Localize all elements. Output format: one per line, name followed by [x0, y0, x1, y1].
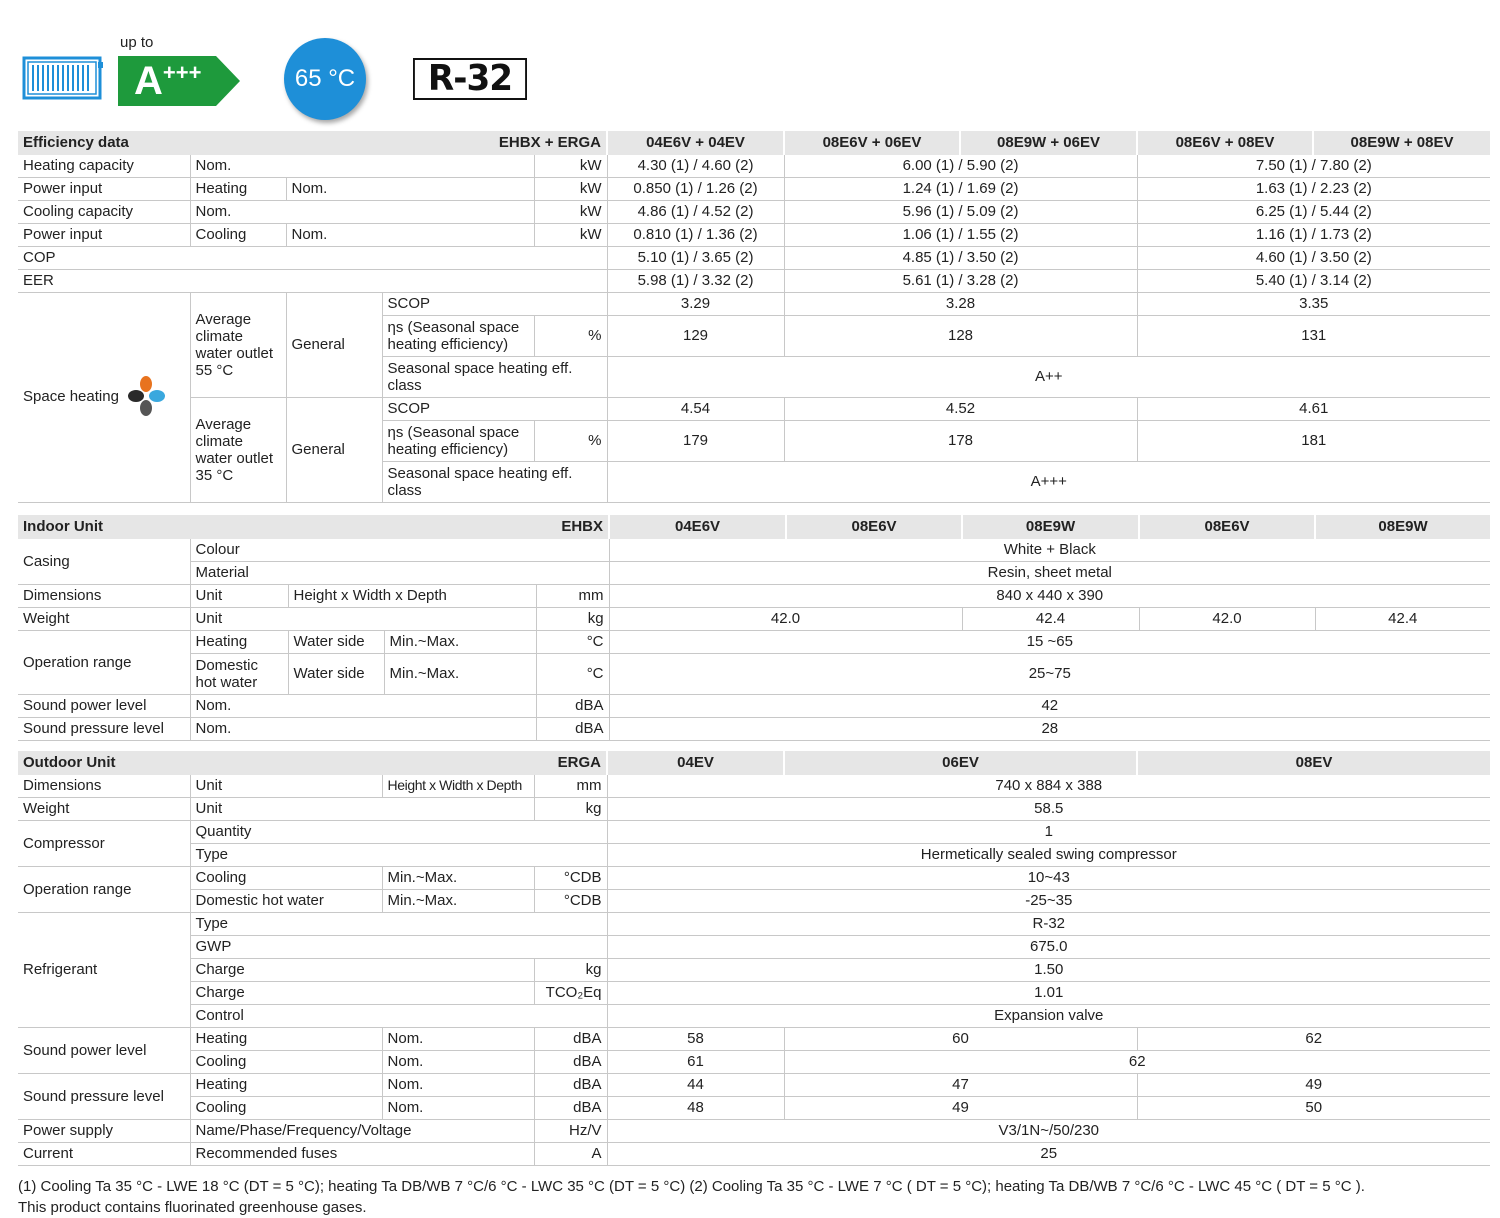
- section-title: Efficiency data: [18, 131, 382, 154]
- table-row: [18, 561, 1490, 584]
- row-sub: Nom.: [382, 1096, 534, 1119]
- value-cell: 0.850 (1) / 1.26 (2): [607, 177, 784, 200]
- section-title: Outdoor Unit: [18, 751, 382, 774]
- row-label: Power input: [18, 223, 190, 246]
- row-label: Space heating: [23, 387, 119, 405]
- row-sub: Cooling: [190, 1050, 382, 1073]
- row-sub: Unit: [190, 607, 536, 630]
- value-cell: 840 x 440 x 390: [609, 584, 1490, 607]
- value-cell: 15 ~65: [609, 630, 1490, 653]
- row-label: Current: [18, 1142, 190, 1165]
- table-row: [18, 246, 1490, 269]
- value-cell: 4.54: [607, 397, 784, 420]
- table-row: [18, 177, 1490, 200]
- row-sub: Domestic hot water: [190, 653, 288, 694]
- value-cell: 42: [609, 694, 1490, 717]
- row-sub: Unit: [190, 774, 382, 797]
- row-sub: Water side: [288, 630, 384, 653]
- row-sub: SCOP: [382, 292, 607, 315]
- value-cell: 50: [1137, 1096, 1490, 1119]
- table-row: [18, 1096, 1490, 1119]
- value-cell: 58.5: [607, 797, 1490, 820]
- row-label: Weight: [18, 607, 190, 630]
- model-header: 04E6V + 04EV: [607, 131, 784, 154]
- value-cell: 1.16 (1) / 1.73 (2): [1137, 223, 1490, 246]
- row-sub: Nom.: [190, 717, 536, 740]
- table-row: [18, 717, 1490, 740]
- combo-code: EHBX + ERGA: [382, 131, 607, 154]
- unit: kW: [534, 177, 607, 200]
- row-sub: Water side: [288, 653, 384, 694]
- row-sub: Heating: [190, 177, 286, 200]
- value-cell: 49: [784, 1096, 1137, 1119]
- table-row: [18, 653, 1490, 694]
- row-sub: Nom.: [190, 154, 534, 177]
- unit: mm: [534, 774, 607, 797]
- temperature-badge: 65 °C: [284, 38, 366, 120]
- row-sub: Nom.: [382, 1073, 534, 1096]
- value-cell: 181: [1137, 420, 1490, 461]
- value-cell: 5.10 (1) / 3.65 (2): [607, 246, 784, 269]
- value-cell: 3.29: [607, 292, 784, 315]
- row-sub: ηs (Seasonal space heating efficiency): [382, 315, 534, 356]
- value-cell: 49: [1137, 1073, 1490, 1096]
- row-label: Dimensions: [18, 774, 190, 797]
- row-label: Operation range: [18, 866, 190, 912]
- table-row: [18, 269, 1490, 292]
- table-row: [18, 820, 1490, 843]
- value-cell: Resin, sheet metal: [609, 561, 1490, 584]
- value-cell: Expansion valve: [607, 1004, 1490, 1027]
- energy-class-label: A+++: [134, 59, 202, 103]
- value-cell: A++: [607, 356, 1490, 397]
- row-label: Sound pressure level: [18, 717, 190, 740]
- table-row: [18, 1142, 1490, 1165]
- outdoor-unit-table: [18, 751, 1490, 1166]
- value-cell: 62: [784, 1050, 1490, 1073]
- table-row: [18, 154, 1490, 177]
- row-sub: Type: [190, 912, 607, 935]
- row-label: Heating capacity: [18, 154, 190, 177]
- value-cell: 5.61 (1) / 3.28 (2): [784, 269, 1137, 292]
- value-cell: 10~43: [607, 866, 1490, 889]
- model-header: 04E6V: [609, 515, 786, 538]
- value-cell: 25: [607, 1142, 1490, 1165]
- section-title: Indoor Unit: [18, 515, 384, 538]
- model-header: 06EV: [784, 751, 1137, 774]
- table-header-row: [18, 751, 1490, 774]
- row-label: Cooling capacity: [18, 200, 190, 223]
- row-sub: Quantity: [190, 820, 607, 843]
- row-label: Casing: [18, 538, 190, 584]
- value-cell: 1.50: [607, 958, 1490, 981]
- row-sub: Seasonal space heating eff. class: [382, 461, 607, 502]
- table-row: [18, 630, 1490, 653]
- value-cell: 5.98 (1) / 3.32 (2): [607, 269, 784, 292]
- row-label: Compressor: [18, 820, 190, 866]
- value-cell: 62: [1137, 1027, 1490, 1050]
- table-row: [18, 797, 1490, 820]
- table-row: [18, 958, 1490, 981]
- unit-code: EHBX: [384, 515, 609, 538]
- value-cell: 1.24 (1) / 1.69 (2): [784, 177, 1137, 200]
- unit: TCO₂Eq: [534, 981, 607, 1004]
- model-header: 08E6V + 06EV: [784, 131, 960, 154]
- up-to-label: up to: [120, 34, 154, 51]
- row-sub: Heating: [190, 630, 288, 653]
- row-sub: Nom.: [382, 1050, 534, 1073]
- model-header: 08E9W: [962, 515, 1139, 538]
- table-row: [18, 981, 1490, 1004]
- footnotes: [18, 1176, 1365, 1218]
- row-sub: Height x Width x Depth: [288, 584, 536, 607]
- unit: A: [534, 1142, 607, 1165]
- unit: °CDB: [534, 866, 607, 889]
- value-cell: 129: [607, 315, 784, 356]
- value-cell: 1.06 (1) / 1.55 (2): [784, 223, 1137, 246]
- value-cell: 3.28: [784, 292, 1137, 315]
- unit: %: [534, 420, 607, 461]
- value-cell: 1.63 (1) / 2.23 (2): [1137, 177, 1490, 200]
- value-cell: 4.60 (1) / 3.50 (2): [1137, 246, 1490, 269]
- value-cell: 0.810 (1) / 1.36 (2): [607, 223, 784, 246]
- table-header-row: [18, 131, 1490, 154]
- value-cell: 4.85 (1) / 3.50 (2): [784, 246, 1137, 269]
- row-sub: Nom.: [382, 1027, 534, 1050]
- model-header: 08EV: [1137, 751, 1490, 774]
- row-sub: Control: [190, 1004, 607, 1027]
- row-sub: Colour: [190, 538, 609, 561]
- table-row: [18, 1004, 1490, 1027]
- row-sub: Charge: [190, 981, 534, 1004]
- value-cell: 128: [784, 315, 1137, 356]
- indoor-unit-table: [18, 515, 1490, 741]
- row-sub: Average climate water outlet 55 °C: [190, 292, 286, 397]
- row-sub: ηs (Seasonal space heating efficiency): [382, 420, 534, 461]
- unit: °C: [536, 653, 609, 694]
- row-sub: Type: [190, 843, 607, 866]
- table-row: [18, 935, 1490, 958]
- value-cell: 25~75: [609, 653, 1490, 694]
- row-sub: Unit: [190, 584, 288, 607]
- row-sub: Min.~Max.: [384, 653, 536, 694]
- value-cell: 1: [607, 820, 1490, 843]
- unit: %: [534, 315, 607, 356]
- model-header: 08E9W: [1315, 515, 1490, 538]
- value-cell: 6.25 (1) / 5.44 (2): [1137, 200, 1490, 223]
- value-cell: 44: [607, 1073, 784, 1096]
- unit: dBA: [536, 717, 609, 740]
- table-row: [18, 912, 1490, 935]
- unit: kW: [534, 154, 607, 177]
- row-sub: Domestic hot water: [190, 889, 382, 912]
- table-row: [18, 889, 1490, 912]
- table-row: [18, 397, 1490, 420]
- value-cell: 740 x 884 x 388: [607, 774, 1490, 797]
- value-cell: 4.30 (1) / 4.60 (2): [607, 154, 784, 177]
- unit: kW: [534, 200, 607, 223]
- value-cell: 4.86 (1) / 4.52 (2): [607, 200, 784, 223]
- space-heating-label: [18, 292, 190, 502]
- space-heating-icon: [127, 375, 167, 419]
- unit-code: ERGA: [382, 751, 607, 774]
- row-sub: Nom.: [190, 200, 534, 223]
- model-header: 08E6V + 08EV: [1137, 131, 1313, 154]
- model-header: 08E9W + 06EV: [960, 131, 1137, 154]
- value-cell: A+++: [607, 461, 1490, 502]
- value-cell: 1.01: [607, 981, 1490, 1004]
- value-cell: 42.0: [609, 607, 962, 630]
- value-cell: 179: [607, 420, 784, 461]
- row-label: Power supply: [18, 1119, 190, 1142]
- row-sub: SCOP: [382, 397, 607, 420]
- value-cell: 42.4: [962, 607, 1139, 630]
- radiator-icon: [22, 56, 104, 100]
- row-label: Sound pressure level: [18, 1073, 190, 1119]
- row-sub: Charge: [190, 958, 534, 981]
- table-row: [18, 1073, 1490, 1096]
- value-cell: 48: [607, 1096, 784, 1119]
- row-sub: Nom.: [286, 223, 534, 246]
- row-sub: Heating: [190, 1073, 382, 1096]
- value-cell: 4.61: [1137, 397, 1490, 420]
- table-row: [18, 1027, 1490, 1050]
- value-cell: 178: [784, 420, 1137, 461]
- row-label: COP: [18, 246, 607, 269]
- table-row: [18, 292, 1490, 315]
- value-cell: 5.40 (1) / 3.14 (2): [1137, 269, 1490, 292]
- value-cell: R-32: [607, 912, 1490, 935]
- unit: kW: [534, 223, 607, 246]
- table-row: [18, 607, 1490, 630]
- value-cell: 28: [609, 717, 1490, 740]
- row-sub: General: [286, 292, 382, 397]
- row-label: Operation range: [18, 630, 190, 694]
- value-cell: 675.0: [607, 935, 1490, 958]
- refrigerant-badge: R-32: [413, 58, 527, 100]
- value-cell: V3/1N~/50/230: [607, 1119, 1490, 1142]
- unit: kg: [534, 797, 607, 820]
- table-row: [18, 694, 1490, 717]
- row-label: Power input: [18, 177, 190, 200]
- value-cell: 58: [607, 1027, 784, 1050]
- row-sub: GWP: [190, 935, 607, 958]
- row-label: Weight: [18, 797, 190, 820]
- value-cell: Hermetically sealed swing compressor: [607, 843, 1490, 866]
- unit: kg: [536, 607, 609, 630]
- table-row: [18, 1050, 1490, 1073]
- row-label: EER: [18, 269, 607, 292]
- row-label: Refrigerant: [18, 912, 190, 1027]
- header-badges: [0, 0, 1500, 125]
- table-row: [18, 223, 1490, 246]
- value-cell: -25~35: [607, 889, 1490, 912]
- value-cell: 7.50 (1) / 7.80 (2): [1137, 154, 1490, 177]
- unit: Hz/V: [534, 1119, 607, 1142]
- unit: dBA: [534, 1027, 607, 1050]
- row-sub: Average climate water outlet 35 °C: [190, 397, 286, 502]
- value-cell: 4.52: [784, 397, 1137, 420]
- unit: dBA: [534, 1050, 607, 1073]
- value-cell: 60: [784, 1027, 1137, 1050]
- value-cell: 42.4: [1315, 607, 1490, 630]
- row-sub: Cooling: [190, 223, 286, 246]
- table-header-row: [18, 515, 1490, 538]
- value-cell: 3.35: [1137, 292, 1490, 315]
- table-row: [18, 774, 1490, 797]
- row-sub: Cooling: [190, 1096, 382, 1119]
- row-sub: Seasonal space heating eff. class: [382, 356, 607, 397]
- row-sub: Cooling: [190, 866, 382, 889]
- efficiency-table: [18, 131, 1490, 503]
- unit: °CDB: [534, 889, 607, 912]
- row-sub: Name/Phase/Frequency/Voltage: [190, 1119, 534, 1142]
- table-row: [18, 200, 1490, 223]
- table-row: [18, 538, 1490, 561]
- model-header: 08E6V: [786, 515, 962, 538]
- table-row: [18, 1119, 1490, 1142]
- row-sub: Unit: [190, 797, 534, 820]
- value-cell: 5.96 (1) / 5.09 (2): [784, 200, 1137, 223]
- table-row: [18, 843, 1490, 866]
- row-sub: Nom.: [190, 694, 536, 717]
- row-sub: Recommended fuses: [190, 1142, 534, 1165]
- unit: dBA: [534, 1096, 607, 1119]
- unit: kg: [534, 958, 607, 981]
- row-label: Sound power level: [18, 694, 190, 717]
- value-cell: 6.00 (1) / 5.90 (2): [784, 154, 1137, 177]
- value-cell: 42.0: [1139, 607, 1315, 630]
- value-cell: 61: [607, 1050, 784, 1073]
- model-header: 08E9W + 08EV: [1313, 131, 1490, 154]
- row-sub: General: [286, 397, 382, 502]
- unit: °C: [536, 630, 609, 653]
- model-header: 08E6V: [1139, 515, 1315, 538]
- row-sub: Height x Width x Depth: [382, 774, 534, 797]
- table-row: [18, 584, 1490, 607]
- table-row: [18, 866, 1490, 889]
- footnote: This product contains fluorinated greenhouse gases.: [18, 1199, 367, 1216]
- row-sub: Nom.: [286, 177, 534, 200]
- row-label: Dimensions: [18, 584, 190, 607]
- row-sub: Min.~Max.: [384, 630, 536, 653]
- unit: mm: [536, 584, 609, 607]
- footnote: (1) Cooling Ta 35 °C - LWE 18 °C (DT = 5 °C); heating Ta DB/WB 7 °C/6 °C - LWC 35 °C (DT = 5 °C) (2) Cooling Ta 35 °C - LWE 7 °C ( DT = 5 °C); heating Ta DB/WB 7 °C/6 °C - LWC 45 °C ( DT = 5 °C ).: [18, 1178, 1365, 1195]
- value-cell: 47: [784, 1073, 1137, 1096]
- unit: dBA: [536, 694, 609, 717]
- value-cell: 131: [1137, 315, 1490, 356]
- row-sub: Min.~Max.: [382, 866, 534, 889]
- row-label: Sound power level: [18, 1027, 190, 1073]
- value-cell: White + Black: [609, 538, 1490, 561]
- row-sub: Heating: [190, 1027, 382, 1050]
- model-header: 04EV: [607, 751, 784, 774]
- unit: dBA: [534, 1073, 607, 1096]
- row-sub: Min.~Max.: [382, 889, 534, 912]
- row-sub: Material: [190, 561, 609, 584]
